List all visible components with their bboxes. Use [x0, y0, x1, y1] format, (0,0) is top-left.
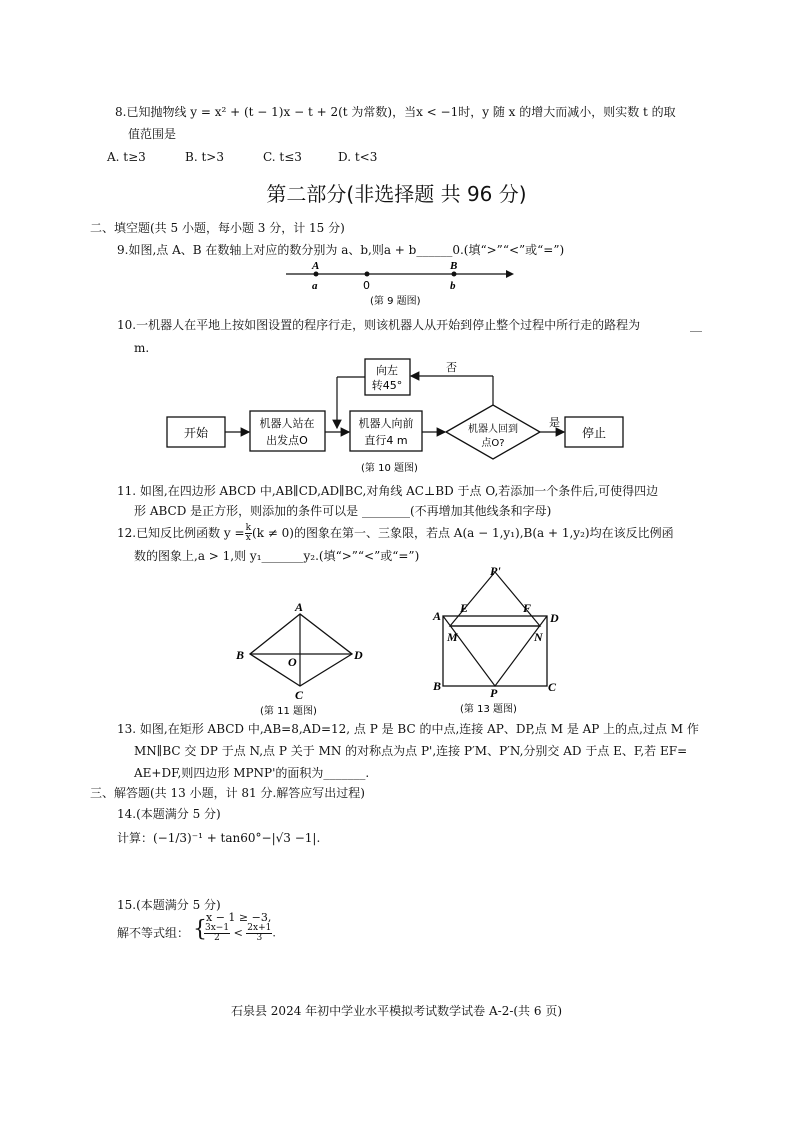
- q12-prefix: 12.已知反比例函数 y =: [117, 526, 245, 540]
- label-A: A: [312, 260, 320, 272]
- fig13-B: B: [433, 679, 442, 693]
- fig11-B: B: [236, 648, 245, 662]
- fig13-F: F: [523, 601, 532, 615]
- fig11-A: A: [295, 600, 304, 614]
- fig11-rhombus: [230, 600, 375, 718]
- q8-option-a: A. t≥3: [107, 150, 146, 164]
- q13-line1: 13. 如图,在矩形 ABCD 中,AB=8,AD=12, 点 P 是 BC 的中点,连接 AP、DP,点 M 是 AP 上的点,过点 M 作: [117, 722, 699, 736]
- q10-line1: 10.一机器人在平地上按如图设置的程序行走，则该机器人从开始到停止整个过程中所行走的路程为: [117, 318, 641, 332]
- flow-stand-line2: 出发点O: [266, 434, 308, 447]
- q15-frac-right: [246, 924, 272, 943]
- q12-frac-den: x: [245, 533, 251, 543]
- flow-no-label: 否: [446, 361, 457, 374]
- q15-less-than: <: [233, 926, 243, 940]
- q15-title: 15.(本题满分 5 分): [117, 898, 221, 912]
- q14-expr: 计算：(−1/3)⁻¹ + tan60°−|√3 −1|.: [117, 831, 321, 845]
- part2-title: 第二部分(非选择题 共 96 分): [266, 182, 527, 206]
- q9-number-line: [280, 258, 520, 308]
- fig13-P-prime: P': [490, 564, 501, 578]
- q15-frac-right-den: 3: [256, 933, 263, 943]
- fig13-D: D: [550, 611, 559, 625]
- q12-line2: 数的图象上,a > 1,则 y₁_______y₂.(填“>”“<”或“=”): [134, 549, 420, 563]
- flow-forward-line1: 机器人向前: [358, 417, 414, 430]
- q15-ineq2: [204, 924, 276, 943]
- flow-decision-line1: 机器人回到: [468, 424, 518, 435]
- flow-decision-line2: 点O?: [481, 438, 505, 449]
- fig13-E: E: [460, 601, 469, 615]
- q11-line1: 11. 如图,在四边形 ABCD 中,AB∥CD,AD∥BC,对角线 AC⊥BD 于点 O,若添加一个条件后,可使得四边: [117, 484, 659, 498]
- q14-title: 14.(本题满分 5 分): [117, 807, 221, 821]
- flow-start-label: 开始: [183, 426, 209, 440]
- q13-line2: MN∥BC 交 DP 于点 N,点 P 关于 MN 的对称点为点 P',连接 P′M、P′N,分别交 AD 于点 E、F,若 EF=: [134, 744, 688, 758]
- q8-line1: 8.已知抛物线 y = x² + (t − 1)x − t + 2(t 为常数)，当x < −1时，y 随 x 的增大而减小，则实数 t 的取: [115, 105, 676, 119]
- point-a-dot: [314, 272, 319, 277]
- fig13-N: N: [534, 630, 543, 644]
- q12-fraction: [245, 524, 252, 543]
- q15-frac-left: [204, 924, 230, 943]
- fig13-M: M: [447, 630, 458, 644]
- q8-option-c: C. t≤3: [263, 150, 302, 164]
- q10-blank: __: [690, 318, 702, 332]
- flow-yes-label: 是: [549, 416, 560, 429]
- flow-forward-line2: 直行4 m: [364, 434, 408, 447]
- page-footer: 石泉县 2024 年初中学业水平模拟考试数学试卷 A-2-(共 6 页): [230, 1004, 563, 1018]
- q15-frac-left-num: 3x−1: [205, 923, 230, 933]
- q15-frac-left-den: 2: [214, 933, 220, 943]
- point-zero-dot: [365, 272, 370, 277]
- fig11-C: C: [295, 688, 304, 702]
- fig11-D: D: [354, 648, 363, 662]
- q13-line3: AE+DF,则四边形 MPNP'的面积为_______.: [134, 766, 370, 780]
- q15-ineq1: x − 1 ≥ −3,: [206, 911, 272, 924]
- label-zero: 0: [363, 279, 370, 292]
- label-B: B: [450, 260, 458, 272]
- q15-prefix: 解不等式组：: [117, 926, 190, 940]
- section3-heading: 三、解答题(共 13 小题，计 81 分.解答应写出过程): [90, 786, 365, 800]
- label-b: b: [450, 280, 456, 292]
- fig13-rectangle: [428, 564, 568, 716]
- label-a: a: [312, 280, 318, 292]
- q10-line2: m.: [134, 341, 150, 355]
- fig13-P: P: [490, 686, 498, 700]
- q10-flowchart: [165, 355, 635, 475]
- q15-period: .: [272, 926, 276, 940]
- fig11-O: O: [288, 655, 297, 669]
- q12-suffix: (k ≠ 0)的图象在第一、三象限，若点 A(a − 1,y₁),B(a + 1,y₂)均在该反比例函: [252, 526, 674, 540]
- flow-turn-line1: 向左: [376, 364, 398, 377]
- q9-text: 9.如图,点 A、B 在数轴上对应的数分别为 a、b,则a + b______0.(填“>”“<”或“=”): [117, 243, 565, 257]
- fig13-caption: (第 13 题图): [460, 704, 517, 715]
- fig10-caption: (第 10 题图): [361, 463, 418, 474]
- q15-brace: {: [193, 917, 207, 942]
- section2-heading: 二、填空题(共 5 小题，每小题 3 分，计 15 分): [90, 221, 345, 235]
- q12-line1: [117, 524, 674, 543]
- flow-stand-line1: 机器人站在: [259, 417, 315, 430]
- fig13-C: C: [548, 680, 557, 694]
- flow-stop-label: 停止: [581, 426, 607, 440]
- flow-turn-line2: 转45°: [371, 379, 403, 392]
- q8-line2: 值范围是: [128, 127, 177, 141]
- q8-option-d: D. t<3: [338, 150, 378, 164]
- fig9-caption: (第 9 题图): [370, 296, 421, 307]
- q11-line2: 形 ABCD 是正方形，则添加的条件可以是 ________(不再增加其他线条和字母): [134, 504, 552, 518]
- fig11-caption: (第 11 题图): [260, 706, 317, 717]
- q12-frac-num: k: [245, 523, 252, 533]
- q8-option-b: B. t>3: [185, 150, 224, 164]
- q15-frac-right-num: 2x+1: [247, 923, 272, 933]
- fig13-A: A: [433, 609, 442, 623]
- point-b-dot: [452, 272, 457, 277]
